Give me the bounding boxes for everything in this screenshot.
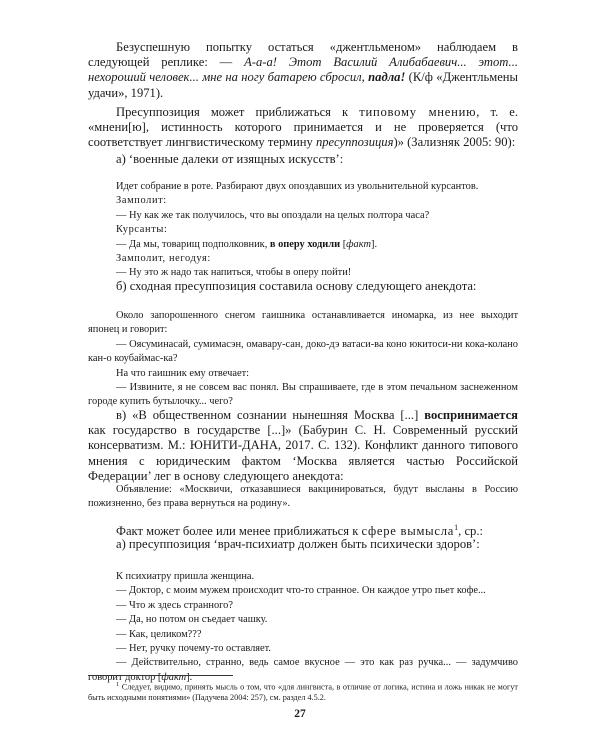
item-b-anecdote: б) сходная пресуппозиция составила основу следующего анекдота:: [116, 279, 477, 293]
example-psychiatrist: К психиатру пришла женщина. — Доктор, с моим мужем происходит что-то странное. Он каждое утро пьет кофе... — Что ж здесь странного? — Да, но потом он съедает чашку. — Как, целиком??? — Нет, ручку почему-то оставляет. — Действительно, странно, ведь самое вкусное — это как раз ручка... — задумчиво говорит доктор [факт].: [88, 571, 518, 683]
footnote: $^1$ Следует, видимо, принять мысль о том, что «для лингвиста, в отличие от логика, истина и ложь никак не могут быть исходными понятиями» (Падучева 2004: 257), см. раздел 4.5.2.: [88, 681, 518, 703]
paragraph-fiction: Факт может более или менее приближаться к сфере вымысла$^1$, ср.:: [116, 523, 483, 539]
example-japanese: Около запорошенного снегом гаишника останавливается иномарка, из нее выходит японец и говорит: — Оясуминасай, сумимасэн, омавару-сан, доко-дэ ватаси-ва коно юкитоси-ни кока-колано кан-о коубаймас-ка? На что гаишник ему отвечает: — Извините, я не совсем вас понял. Вы спрашиваете, где в этом печальном заснеженном городе купить бутылочку... чего?: [88, 310, 518, 408]
example-opera: Идет собрание в роте. Разбирают двух опоздавших из увольнительной курсантов. Замполит: — Ну как же так получилось, что вы опоздали на целых полтора часа? Курсанты: — Да мы, товарищ подполковник, в оперу ходили [факт]. Замполит, негодуя: — Ну это ж надо так напиться, чтобы в оперу пойти!: [116, 181, 479, 279]
footnote-reference: 1: [454, 523, 459, 532]
item-v-moscow: в) «В общественном сознании нынешняя Москва [...] воспринимается как государство в государстве [...]» (Бабурин С. Н. Современный русский консерватизм. М.: ЮНИТИ-ДАНА, 2017. С. 132). Конфликт данного типового мнения с юридическим фактом ‘Москва является частью Российской Федерации’ лег в основу следующего анекдота:: [88, 408, 518, 483]
paragraph-intro: Безуспешную попытку остаться «джентльменом» наблюдаем в следующей реплике: — А-а-а! Этот Василий Алибабаевич... этот... нехороший человек... мне на ногу батарею сбросил, падла! (К/ф «Джентльмены удачи», 1971).: [88, 40, 518, 100]
item-a-psychiatrist: а) пресуппозиция ‘врач-психиатр должен быть психически здоров’:: [116, 537, 480, 551]
example-announcement: Объявление: «Москвичи, отказавшиеся вакцинироваться, будут высланы в Россию пожизненно, без права вернуться на родину».: [88, 484, 518, 510]
item-a-military: а) ‘военные далеки от изящных искусств’:: [116, 152, 344, 166]
paragraph-presupposition: Пресуппозиция может приближаться к типовому мнению, т. е. «мнени[ю], истинность которого принимается и не проверяется (что соответствует лингвистическому термину пресуппозиция)» (Зализняк 2005: 90):: [88, 105, 519, 150]
footnote-mark: 1: [116, 681, 120, 688]
page-number: 27: [294, 708, 306, 720]
footnote-divider: [88, 675, 233, 676]
